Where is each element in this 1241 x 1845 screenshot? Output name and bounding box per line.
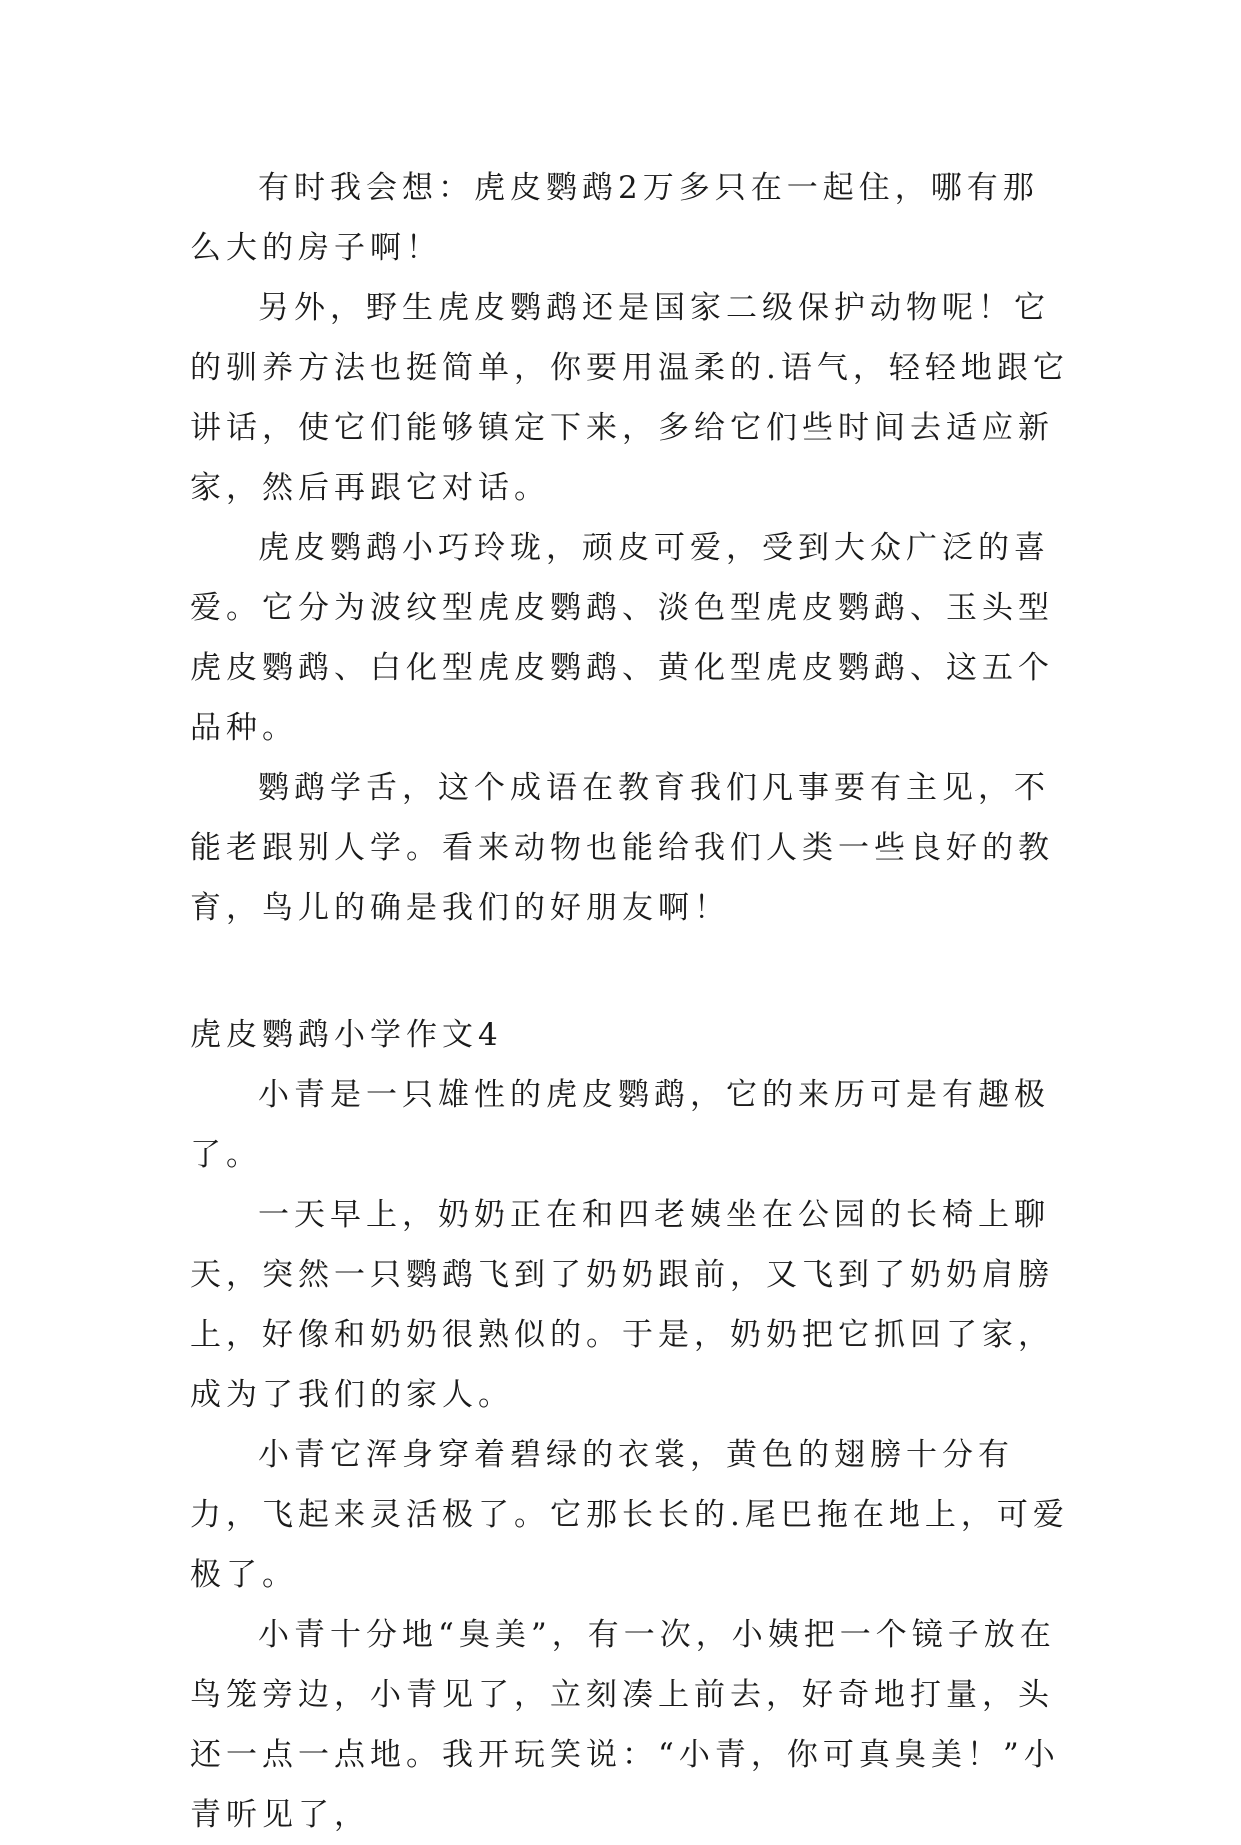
paragraph: 虎皮鹦鹉小巧玲珑，顽皮可爱，受到大众广泛的喜爱。它分为波纹型虎皮鹦鹉、淡色型虎皮鹦鹉、玉头型虎皮鹦鹉、白化型虎皮鹦鹉、黄化型虎皮鹦鹉、这五个品种。 [190,530,1054,746]
essay-title: 虎皮鹦鹉小学作文4 [190,1017,503,1053]
paragraph: 一天早上，奶奶正在和四老姨坐在公园的长椅上聊天，突然一只鹦鹉飞到了奶奶跟前，又飞到了奶奶肩膀上，好像和奶奶很熟似的。于是，奶奶把它抓回了家，成为了我们的家人。 [190,1197,1054,1413]
paragraph: 小青它浑身穿着碧绿的衣裳，黄色的翅膀十分有力，飞起来灵活极了。它那长长的.尾巴拖在地上，可爱极了。 [190,1437,1069,1593]
essay-section-previous [190,158,1070,1845]
paragraph: 小青十分地“臭美”，有一次，小姨把一个镜子放在鸟笼旁边，小青见了，立刻凑上前去，好奇地打量，头还一点一点地。我开玩笑说：“小青，你可真臭美！”小青听见了， [190,1617,1060,1833]
paragraph: 小青是一只雄性的虎皮鹦鹉，它的来历可是有趣极了。 [190,1077,1050,1173]
paragraph: 有时我会想：虎皮鹦鹉2万多只在一起住，哪有那么大的房子啊！ [190,170,1039,266]
section-gap [190,938,1070,1005]
paragraph: 鹦鹉学舌，这个成语在教育我们凡事要有主见，不能老跟别人学。看来动物也能给我们人类一些良好的教育，鸟儿的确是我们的好朋友啊！ [190,770,1054,926]
paragraph: 另外，野生虎皮鹦鹉还是国家二级保护动物呢！它的驯养方法也挺简单，你要用温柔的.语气，轻轻地跟它讲话，使它们能够镇定下来，多给它们些时间去适应新家，然后再跟它对话。 [190,290,1069,506]
